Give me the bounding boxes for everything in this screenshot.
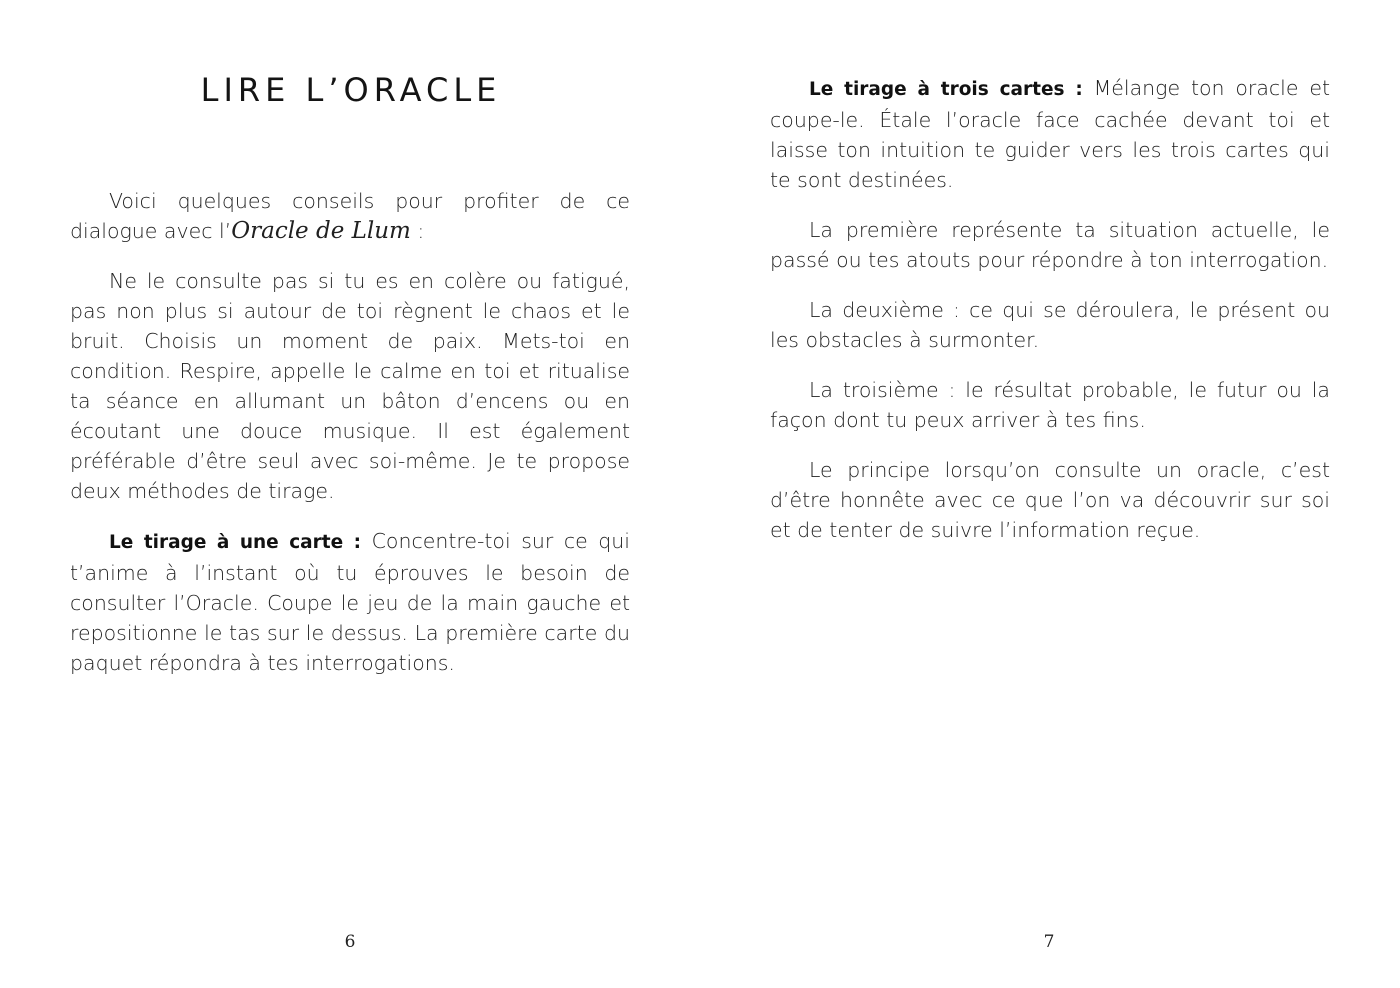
page-number-right: 7 bbox=[1043, 932, 1055, 952]
intro-paragraph bbox=[70, 186, 630, 246]
three-card-paragraph bbox=[770, 73, 1330, 195]
oracle-name: Oracle de Llum bbox=[231, 218, 411, 244]
principle-paragraph: Le principe lorsqu’on consulte un oracle, c’est d’être honnête avec ce que l’on va découvrir sur soi et de tenter de suivre l’information reçue. bbox=[770, 458, 1330, 542]
intro-colon: : bbox=[410, 219, 425, 243]
left-text-column bbox=[70, 186, 630, 698]
advice-paragraph: Ne le consulte pas si tu es en colère ou fatigué, pas non plus si autour de toi règnent le chaos et le bruit. Choisis un moment de paix. Mets-toi en condition. Respire, appelle le calme en toi et ritualise ta séance en allumant un bâton d’encens ou en écoutant une douce musique. Il est également préférable d’être seul avec soi-même. Je te propose deux méthodes de tirage. bbox=[70, 269, 630, 503]
three-card-text: Mélange ton oracle et coupe-le. Étale l’oracle face cachée devant toi et laisse ton intuition te guider vers les trois cartes qui te sont destinées. bbox=[770, 76, 1330, 192]
three-card-lead: Le tirage à trois cartes : bbox=[809, 79, 1083, 100]
right-page bbox=[700, 0, 1400, 988]
page-number-left: 6 bbox=[344, 932, 356, 952]
first-card-paragraph: La première représente ta situation actuelle, le passé ou tes atouts pour répondre à ton interrogation. bbox=[770, 218, 1330, 272]
one-card-lead: Le tirage à une carte : bbox=[109, 532, 362, 553]
third-card-paragraph: La troisième : le résultat probable, le futur ou la façon dont tu peux arriver à tes fins. bbox=[770, 378, 1330, 432]
intro-text: Voici quelques conseils pour profiter de ce dialogue avec l’ bbox=[70, 189, 630, 243]
one-card-text: Concentre-toi sur ce qui t’anime à l’instant où tu éprouves le besoin de consulter l’Oracle. Coupe le jeu de la main gauche et repositionne le tas sur le dessus. La première carte du paquet répondra à tes interrogations. bbox=[70, 529, 630, 675]
page-title: LIRE L’ORACLE bbox=[200, 71, 502, 109]
right-text-column bbox=[770, 73, 1330, 565]
second-card-paragraph: La deuxième : ce qui se déroulera, le présent ou les obstacles à surmonter. bbox=[770, 298, 1330, 352]
one-card-paragraph bbox=[70, 526, 630, 678]
